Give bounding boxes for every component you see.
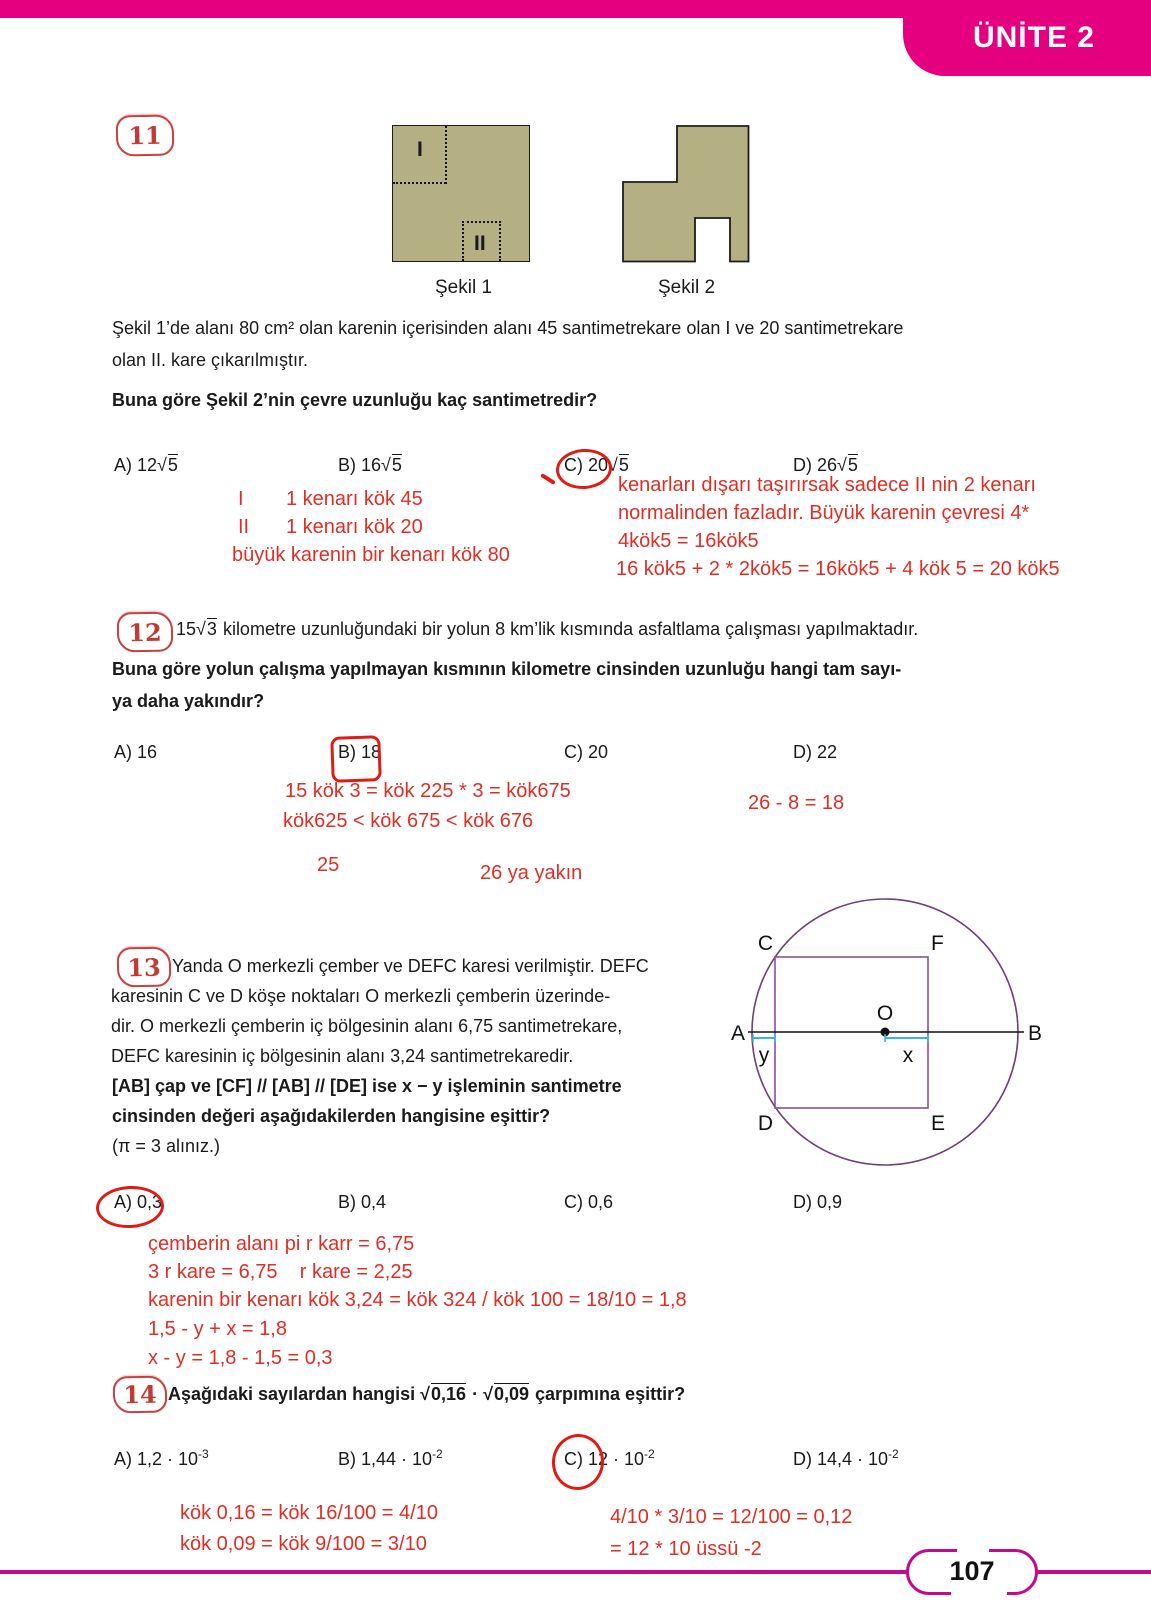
q13-note-4: 1,5 - y + x = 1,8 xyxy=(148,1318,287,1340)
q14-title: Aşağıdaki sayılardan hangisi √0,16 · √0,09 çarpımına eşittir? xyxy=(168,1384,686,1404)
q12-option-c: C) 20 xyxy=(564,742,609,762)
sqrt-icon: √ xyxy=(157,455,167,475)
q14-option-d: D) $14,4 \cdot 10^{-2}$ xyxy=(793,1447,899,1469)
q14-answer-circle-mark xyxy=(549,1431,607,1493)
q11-body-line1: Şekil 1’de alanı 80 cm² olan karenin içerisinden alanı 45 santimetrekare olan I ve 20 santimetrekare xyxy=(112,318,904,338)
q12-note-26-yakin: 26 ya yakın xyxy=(480,862,583,884)
q12-option-a: A) 16 xyxy=(114,742,158,762)
q12-question-bold-2: ya daha yakındır? xyxy=(112,691,265,711)
q14-note-left-2: kök 0,09 = kök 9/100 = 3/10 xyxy=(180,1533,427,1555)
q11-question-bold: Buna göre Şekil 2’nin çevre uzunluğu kaç santimetredir? xyxy=(112,390,598,410)
region-i-dashed-hline xyxy=(393,182,446,184)
q13-circle-diagram xyxy=(712,862,1044,1174)
q13-number: 13 xyxy=(127,952,161,982)
q13-note-2: 3 r kare = 6,75 r kare = 2,25 xyxy=(148,1261,413,1283)
region-i-dashed-vline xyxy=(445,126,447,184)
sqrt-icon: √ xyxy=(608,455,618,475)
sqrt-icon: √ xyxy=(196,619,206,639)
badge-top-gap xyxy=(957,1546,989,1555)
q14-note-left-1: kök 0,16 = kök 16/100 = 4/10 xyxy=(180,1502,438,1524)
q13-question-bold-2: cinsinden değeri aşağıdakilerden hangisine eşittir? xyxy=(112,1106,551,1126)
q11-body-line2: olan II. kare çıkarılmıştır. xyxy=(112,350,309,370)
q12-intro: 15√3 kilometre uzunluğundaki bir yolun 8 km’lik kısmında asfaltlama çalışması yapılmaktadır. xyxy=(176,619,919,639)
q11-option-a: A) 12√5 xyxy=(114,455,178,475)
q13-body-line4: DEFC karesinin iç bölgesinin alanı 3,24 santimetrekaredir. xyxy=(111,1046,574,1066)
diagram-label-e: E xyxy=(931,1112,946,1135)
q12-option-d: D) 22 xyxy=(793,742,838,762)
q14-note-right-1: 4/10 * 3/10 = 12/100 = 0,12 xyxy=(610,1506,853,1528)
q13-option-a: A) 0,3 xyxy=(114,1192,163,1212)
q14-number-badge xyxy=(113,1376,168,1414)
diagram-label-o: O xyxy=(876,1002,894,1025)
q14-number: 14 xyxy=(123,1379,157,1410)
diagram-label-y: y xyxy=(758,1044,770,1067)
q12-answer-box-mark xyxy=(330,735,382,783)
q13-option-b: B) 0,4 xyxy=(338,1192,387,1212)
diagram-label-b: B xyxy=(1028,1022,1043,1045)
q11-note-left-1: 1 kenarı kök 45 xyxy=(286,488,423,510)
q11-answer-circle-mark xyxy=(555,447,614,491)
q12-note-right: 26 - 8 = 18 xyxy=(748,792,845,814)
q14-option-a: A) $1,2 \cdot 10^{-3}$ xyxy=(114,1447,209,1469)
diagram-label-c: C xyxy=(757,932,773,955)
q11-option-c: C) 20√5 xyxy=(564,455,629,475)
q12-note-1: 15 kök 3 = kök 225 * 3 = kök675 xyxy=(285,780,571,802)
diagram-label-a: A xyxy=(730,1022,745,1045)
unit-tab xyxy=(903,0,1151,76)
sqrt-icon: √ xyxy=(483,1384,493,1404)
q11-note-left-2: 1 kenarı kök 20 xyxy=(286,516,423,538)
sqrt-icon: √ xyxy=(837,455,847,475)
q12-option-b: B) 18 xyxy=(338,742,382,762)
q11-number-badge xyxy=(116,114,175,156)
q11-option-b: B) 16√5 xyxy=(338,455,402,475)
q11-note-right-4: 16 kök5 + 2 * 2kök5 = 16kök5 + 4 kök 5 = 20 kök5 xyxy=(616,558,1060,580)
q12-number: 12 xyxy=(128,617,162,647)
diagram-label-f: F xyxy=(931,932,944,955)
q11-note-left-1-marker: I xyxy=(238,488,244,510)
q13-question-bold-1: [AB] çap ve [CF] // [AB] // [DE] ise x − y işleminin santimetre xyxy=(112,1076,622,1096)
region-ii-dashed-box xyxy=(462,221,501,261)
q13-note-5: x - y = 1,8 - 1,5 = 0,3 xyxy=(148,1347,333,1369)
diagram-label-x: x xyxy=(902,1044,914,1067)
region-ii-label: II xyxy=(474,232,486,255)
unit-label: ÜNİTE 2 xyxy=(972,21,1095,54)
q12-question-bold-1: Buna göre yolun çalışma yapılmayan kısmının kilometre cinsinden uzunluğu hangi tam sayı- xyxy=(112,659,902,679)
sqrt-icon: √ xyxy=(420,1384,430,1404)
q11-note-right-2: normalinden fazladır. Büyük karenin çevresi 4* xyxy=(618,502,1030,524)
q11-number: 11 xyxy=(128,120,162,151)
q11-note-left-2-marker: II xyxy=(238,516,250,538)
badge-bottom-gap xyxy=(951,1589,1007,1598)
region-i-label: I xyxy=(417,138,423,161)
q12-note-25: 25 xyxy=(317,854,340,876)
page-number: 107 xyxy=(949,1555,995,1586)
q12-number-badge xyxy=(117,612,174,653)
figure-2-polygon xyxy=(622,125,750,263)
q11-note-left-3: büyük karenin bir kenarı kök 80 xyxy=(232,544,510,566)
q13-note-1: çemberin alanı pi r karr = 6,75 xyxy=(148,1233,415,1255)
q14-note-right-2: = 12 * 10 üssü -2 xyxy=(610,1538,762,1560)
figure-1-square xyxy=(392,125,530,262)
q12-note-2: kök625 < kök 675 < kök 676 xyxy=(283,810,534,832)
q11-option-d: D) 26√5 xyxy=(793,455,858,475)
q11-answer-mark-tail xyxy=(540,473,556,485)
q13-note-3: karenin bir kenarı kök 3,24 = kök 324 / kök 100 = 18/10 = 1,8 xyxy=(148,1289,687,1311)
page-number-badge xyxy=(906,1549,1038,1595)
figure-2-caption: Şekil 2 xyxy=(658,277,716,298)
q13-pi-note: (π = 3 alınız.) xyxy=(112,1136,220,1156)
q14-option-c: C) $12 \cdot 10^{-2}$ xyxy=(564,1447,655,1469)
q13-number-badge xyxy=(117,947,172,988)
q13-body-line1: Yanda O merkezli çember ve DEFC karesi verilmiştir. DEFC xyxy=(172,956,649,976)
q13-answer-circle-mark xyxy=(95,1184,165,1230)
figure-1-caption: Şekil 1 xyxy=(435,277,493,298)
q13-option-d: D) 0,9 xyxy=(793,1192,843,1212)
q14-option-b: B) $1,44 \cdot 10^{-2}$ xyxy=(338,1447,443,1469)
q13-option-c: C) 0,6 xyxy=(564,1192,614,1212)
q11-note-right-1: kenarları dışarı taşırırsak sadece II nin 2 kenarı xyxy=(618,474,1036,496)
diagram-label-d: D xyxy=(757,1112,773,1135)
q11-note-right-3: 4kök5 = 16kök5 xyxy=(618,530,759,552)
q13-body-line3: dir. O merkezli çemberin iç bölgesinin alanı 6,75 santimetrekare, xyxy=(111,1016,623,1036)
sqrt-icon: √ xyxy=(381,455,391,475)
q13-body-line2: karesinin C ve D köşe noktaları O merkezli çemberin üzerinde- xyxy=(111,986,611,1006)
